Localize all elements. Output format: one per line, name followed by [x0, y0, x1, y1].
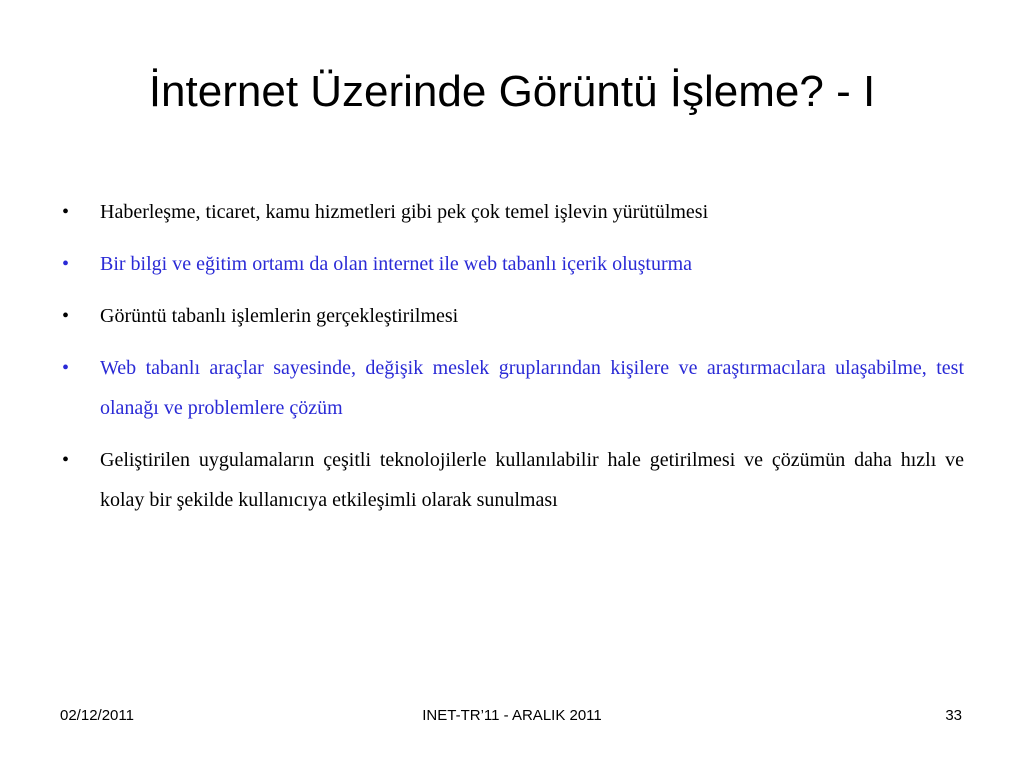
- bullet-text: Bir bilgi ve eğitim ortamı da olan internet ile web tabanlı içerik oluşturma: [100, 253, 693, 275]
- bullet-text: Haberleşme, ticaret, kamu hizmetleri gibi pek çok temel işlevin yürütülmesi: [100, 201, 709, 223]
- slide-title: İnternet Üzerinde Görüntü İşleme? - I: [148, 67, 876, 116]
- bullet-text: Geliştirilen uygulamaların çeşitli teknolojilerle kullanılabilir hale getirilmesi ve çözümün daha hızlı ve kolay bir şekilde kullanıcıya etkileşimli olarak sunulması: [100, 449, 964, 511]
- bullet-item: [60, 348, 964, 428]
- page-number: 33: [945, 707, 962, 724]
- bullet-list: [60, 192, 964, 532]
- bullet-marker: •: [62, 449, 70, 471]
- bullet-marker: •: [62, 201, 70, 223]
- footer-event: INET-TR’11 - ARALIK 2011: [422, 707, 602, 724]
- bullet-item: [60, 440, 964, 520]
- bullet-item: [60, 244, 964, 284]
- footer-date: 02/12/2011: [60, 707, 134, 724]
- bullet-marker: •: [62, 253, 70, 275]
- bullet-item: [60, 296, 964, 336]
- bullet-marker: •: [62, 305, 70, 327]
- bullet-item: [60, 192, 964, 232]
- bullet-marker: •: [62, 357, 70, 379]
- bullet-text: Web tabanlı araçlar sayesinde, değişik meslek gruplarından kişilere ve araştırmacılara ulaşabilme, test olanağı ve problemlere çözüm: [100, 357, 964, 419]
- bullet-text: Görüntü tabanlı işlemlerin gerçekleştirilmesi: [100, 305, 459, 327]
